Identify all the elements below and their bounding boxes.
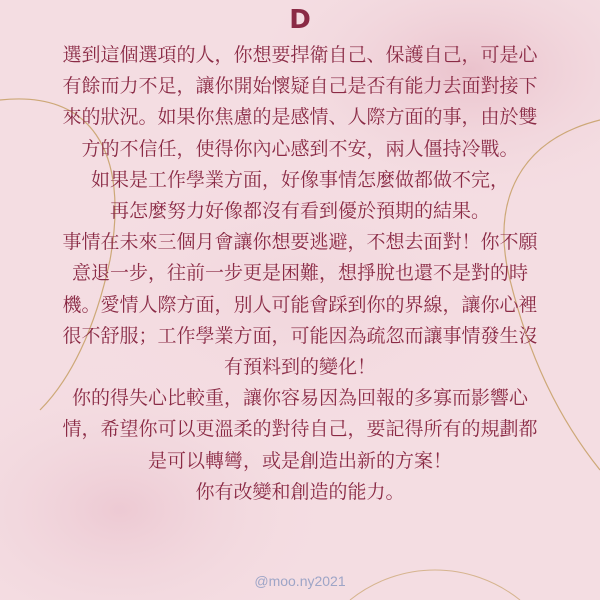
body-line: 很不舒服；工作學業方面，可能因為疏忽而讓事情發生沒 bbox=[62, 324, 538, 347]
body-line: 你的得失心比較重，讓你容易因為回報的多寡而影響心 bbox=[71, 387, 528, 410]
body-line: 方的不信任，使得你內心感到不安，兩人僵持冷戰。 bbox=[81, 137, 519, 160]
body-line: 情，希望你可以更溫柔的對待自己，要記得所有的規劃都 bbox=[62, 418, 538, 441]
body-line: 來的狀況。如果你焦慮的是感情、人際方面的事，由於雙 bbox=[62, 106, 538, 129]
body-line: 機。愛情人際方面，別人可能會踩到你的界線，讓你心裡 bbox=[62, 293, 538, 316]
card-title: D bbox=[289, 5, 311, 35]
body-line: 意退一步，往前一步更是困難，想掙脫也還不是對的時 bbox=[71, 262, 528, 285]
body-line: 事情在未來三個月會讓你想要逃避，不想去面對！你不願 bbox=[62, 231, 538, 254]
body-line: 你有改變和創造的能力。 bbox=[195, 480, 405, 503]
watermark-handle: @moo.ny2021 bbox=[254, 573, 346, 589]
body-line: 有預料到的變化！ bbox=[223, 356, 376, 379]
card-body-text bbox=[12, 40, 588, 508]
body-line: 有餘而力不足，讓你開始懷疑自己是否有能力去面對接下 bbox=[62, 75, 538, 98]
body-line: 選到這個選項的人，你想要捍衛自己、保護自己，可是心 bbox=[62, 44, 538, 66]
body-line: 如果是工作學業方面，好像事情怎麼做都做不完， bbox=[90, 168, 509, 191]
body-line: 是可以轉彎，或是創造出新的方案！ bbox=[147, 449, 452, 472]
body-line: 再怎麼努力好像都沒有看到優於預期的結果。 bbox=[109, 200, 490, 223]
